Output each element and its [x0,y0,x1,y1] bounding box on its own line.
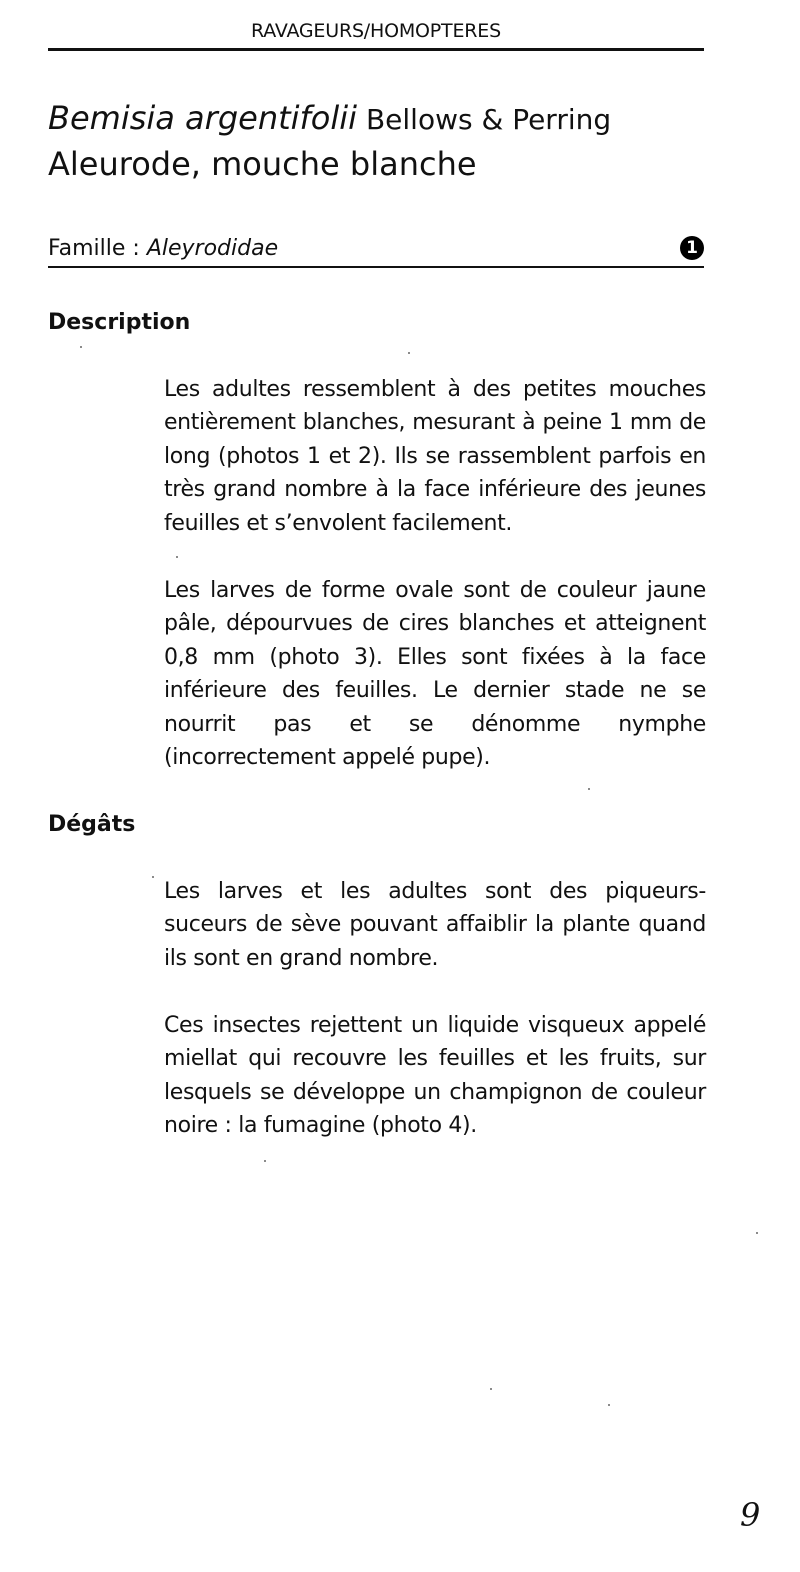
description-heading: Description [48,310,191,335]
scan-speck [264,1160,266,1162]
number-badge-icon: 1 [680,236,704,260]
running-header: RAVAGEURS/HOMOPTERES [251,20,501,42]
species-author: Bellows & Perring [357,103,612,136]
description-paragraph-2: Les larves de forme ovale sont de couleur jaune pâle, dépourvues de cires blanches et atteignent 0,8 mm (photo 3). Elles sont fixées à la face inférieure des feuilles. Le dernier stade ne se nourrit pas et se dénomme nymphe (incorrectement appelé pupe). [164,578,706,771]
scan-speck [408,352,410,354]
scan-speck [80,346,82,348]
degats-heading: Dégâts [48,812,136,837]
header-divider [48,48,704,51]
scan-speck [176,556,178,558]
scan-speck [608,1404,610,1406]
scan-speck [756,1232,758,1234]
page-number: 9 [740,1496,761,1534]
scan-speck [490,1388,492,1390]
species-title [48,96,611,142]
family-line [48,236,278,261]
family-name: Aleyrodidae [146,236,279,261]
common-name: Aleurode, mouche blanche [48,145,477,183]
description-paragraph-1: Les adultes ressemblent à des petites mouches entièrement blanches, mesurant à peine 1 mm de long (photos 1 et 2). Ils se rassemblent parfois en très grand nombre à la face inférieure des jeunes feuilles et s’envolent facilement. [164,377,706,536]
scan-speck [152,876,154,878]
scan-speck [588,788,590,790]
latin-name: Bemisia argentifolii [48,99,358,137]
family-divider [48,266,704,268]
degats-paragraph-2: Ces insectes rejettent un liquide visqueux appelé miellat qui recouvre les feuilles et les fruits, sur lesquels se développe un champignon de couleur noire : la fumagine (photo 4). [164,1013,706,1139]
degats-paragraph-1: Les larves et les adultes sont des piqueurs-suceurs de sève pouvant affaiblir la plante quand ils sont en grand nombre. [164,879,706,971]
family-label: Famille : [48,236,147,261]
